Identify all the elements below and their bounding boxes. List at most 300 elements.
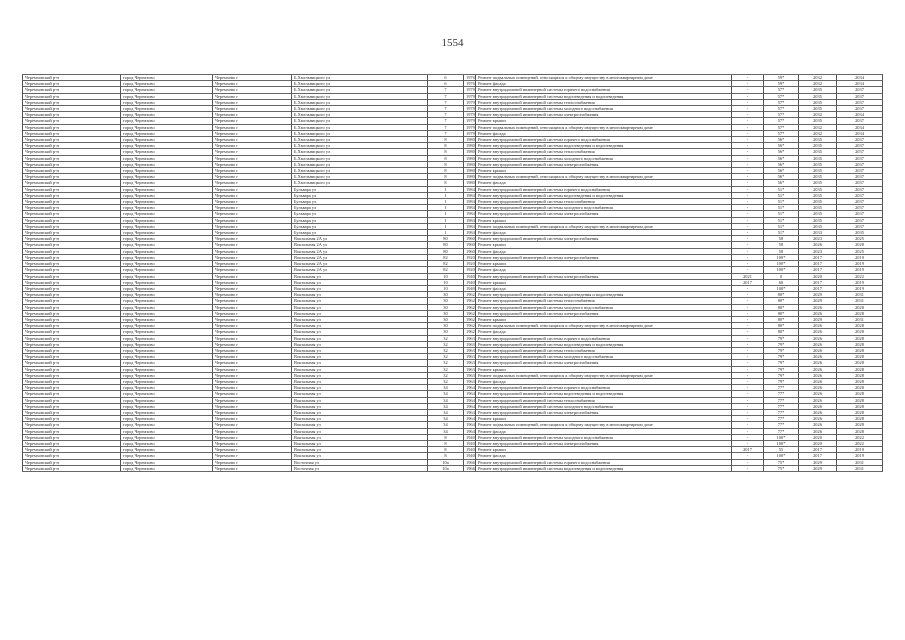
build-year-cell: 1966 [464, 459, 476, 465]
wear-cell: 77* [764, 422, 799, 428]
settlement-cell: город Черемхово [121, 174, 213, 180]
repair-type-cell: Ремонт внутридомовой инженерной системы теплоснабжения [476, 347, 732, 353]
start-year-cell: 2035 [799, 93, 837, 99]
locality-cell: Черемхово г [213, 385, 292, 391]
start-year-cell: 2035 [799, 99, 837, 105]
repair-type-cell: Ремонт внутридомовой инженерной системы горячего водоснабжения [476, 335, 732, 341]
settlement-cell: город Черемхово [121, 217, 213, 223]
district-cell: Черемховский р-н [23, 279, 121, 285]
house-number-cell: 10а [428, 465, 464, 471]
start-year-cell: 2023 [799, 248, 837, 254]
house-number-cell: 6 [428, 75, 464, 81]
settlement-cell: город Черемхово [121, 354, 213, 360]
wear-cell: 59* [764, 81, 799, 87]
wear-cell: 51* [764, 217, 799, 223]
build-year-cell: 1962 [464, 316, 476, 322]
wear-cell: 0 [764, 273, 799, 279]
locality-cell: Черемхово г [213, 428, 292, 434]
repair-type-cell: Ремонт внутридомовой инженерной системы водоотведения и водоотведения [476, 292, 732, 298]
start-year-cell: 2017 [799, 285, 837, 291]
last-repair-cell: - [732, 81, 764, 87]
street-cell: Б.Хмельницкого ул [292, 149, 428, 155]
locality-cell: Черемхово г [213, 211, 292, 217]
district-cell: Черемховский р-н [23, 354, 121, 360]
house-number-cell: 8 [428, 447, 464, 453]
street-cell: Вокзальная ул [292, 329, 428, 335]
street-cell: Б.Хмельницкого ул [292, 137, 428, 143]
wear-cell: 100* [764, 453, 799, 459]
repair-type-cell: Ремонт крыши [476, 366, 732, 372]
last-repair-cell: - [732, 354, 764, 360]
last-repair-cell: - [732, 298, 764, 304]
repair-type-cell: Ремонт внутридомовой инженерной системы холодного водоснабжения [476, 304, 732, 310]
repair-type-cell: Ремонт фасада [476, 378, 732, 384]
district-cell: Черемховский р-н [23, 304, 121, 310]
street-cell: Вокзальная ул [292, 385, 428, 391]
locality-cell: Черемхово г [213, 434, 292, 440]
settlement-cell: город Черемхово [121, 199, 213, 205]
start-year-cell: 2035 [799, 168, 837, 174]
house-number-cell: 30 [428, 298, 464, 304]
last-repair-cell: - [732, 223, 764, 229]
end-year-cell: 2037 [837, 137, 883, 143]
last-repair-cell: - [732, 422, 764, 428]
house-number-cell: 10 [428, 273, 464, 279]
street-cell: Вокзальная ул [292, 378, 428, 384]
wear-cell: 80* [764, 292, 799, 298]
wear-cell: 77* [764, 391, 799, 397]
house-number-cell: 32 [428, 360, 464, 366]
house-number-cell: 32 [428, 347, 464, 353]
start-year-cell: 2026 [799, 385, 837, 391]
settlement-cell: город Черемхово [121, 230, 213, 236]
repair-type-cell: Ремонт подвальных помещений, относящихся к общему имуществу в многоквартирном доме [476, 174, 732, 180]
district-cell: Черемховский р-н [23, 385, 121, 391]
last-repair-cell: - [732, 403, 764, 409]
district-cell: Черемховский р-н [23, 434, 121, 440]
street-cell: Вокзальная ул [292, 273, 428, 279]
settlement-cell: город Черемхово [121, 341, 213, 347]
start-year-cell: 2026 [799, 242, 837, 248]
end-year-cell: 2034 [837, 81, 883, 87]
settlement-cell: город Черемхово [121, 192, 213, 198]
settlement-cell: город Черемхово [121, 137, 213, 143]
settlement-cell: город Черемхово [121, 267, 213, 273]
district-cell: Черемховский р-н [23, 217, 121, 223]
last-repair-cell: - [732, 360, 764, 366]
wear-cell: 80* [764, 304, 799, 310]
end-year-cell: 2037 [837, 161, 883, 167]
last-repair-cell: - [732, 217, 764, 223]
repair-type-cell: Ремонт фасада [476, 428, 732, 434]
repair-type-cell: Ремонт фасада [476, 130, 732, 136]
build-year-cell: 1980 [464, 137, 476, 143]
settlement-cell: город Черемхово [121, 459, 213, 465]
start-year-cell: 2035 [799, 211, 837, 217]
district-cell: Черемховский р-н [23, 316, 121, 322]
start-year-cell: 2026 [799, 354, 837, 360]
house-number-cell: 1 [428, 199, 464, 205]
locality-cell: Черемхово г [213, 459, 292, 465]
locality-cell: Черемхово г [213, 124, 292, 130]
end-year-cell: 2034 [837, 112, 883, 118]
settlement-cell: город Черемхово [121, 304, 213, 310]
end-year-cell: 2037 [837, 211, 883, 217]
wear-cell: 80* [764, 298, 799, 304]
house-number-cell: 7 [428, 106, 464, 112]
build-year-cell: 1984 [464, 211, 476, 217]
street-cell: Б.Хмельницкого ул [292, 155, 428, 161]
repair-type-cell: Ремонт внутридомовой инженерной системы электроснабжения [476, 440, 732, 446]
start-year-cell: 2020 [799, 434, 837, 440]
end-year-cell: 2037 [837, 223, 883, 229]
wear-cell: 56* [764, 174, 799, 180]
wear-cell: 79* [764, 335, 799, 341]
repair-type-cell: Ремонт внутридомовой инженерной системы электроснабжения [476, 254, 732, 260]
locality-cell: Черемхово г [213, 149, 292, 155]
end-year-cell: 2037 [837, 93, 883, 99]
wear-cell: 75* [764, 465, 799, 471]
house-number-cell: 7 [428, 124, 464, 130]
build-year-cell: 1966 [464, 465, 476, 471]
settlement-cell: город Черемхово [121, 106, 213, 112]
build-year-cell: 1963 [464, 378, 476, 384]
street-cell: Бульвара ул [292, 223, 428, 229]
repair-type-cell: Ремонт крыши [476, 118, 732, 124]
build-year-cell: 1979 [464, 124, 476, 130]
repair-type-cell: Ремонт крыши [476, 217, 732, 223]
house-number-cell: 30 [428, 304, 464, 310]
district-cell: Черемховский р-н [23, 236, 121, 242]
district-cell: Черемховский р-н [23, 267, 121, 273]
build-year-cell: 1920 [464, 261, 476, 267]
wear-cell: 80* [764, 329, 799, 335]
end-year-cell: 2037 [837, 217, 883, 223]
house-number-cell: 30 [428, 292, 464, 298]
street-cell: Бульвара ул [292, 211, 428, 217]
end-year-cell: 2035 [837, 230, 883, 236]
start-year-cell: 2035 [799, 174, 837, 180]
district-cell: Черемховский р-н [23, 161, 121, 167]
locality-cell: Черемхово г [213, 254, 292, 260]
locality-cell: Черемхово г [213, 161, 292, 167]
district-cell: Черемховский р-н [23, 174, 121, 180]
build-year-cell: 1963 [464, 372, 476, 378]
table-body [23, 75, 883, 472]
street-cell: Восточная ул [292, 465, 428, 471]
wear-cell: 75* [764, 459, 799, 465]
locality-cell: Черемхово г [213, 378, 292, 384]
house-number-cell: 8 [428, 440, 464, 446]
start-year-cell: 2035 [799, 161, 837, 167]
build-year-cell: 1980 [464, 174, 476, 180]
end-year-cell: 2028 [837, 304, 883, 310]
street-cell: Вокзальная ул [292, 347, 428, 353]
repair-type-cell: Ремонт внутридомовой инженерной системы водоотведения и водоотведения [476, 143, 732, 149]
district-cell: Черемховский р-н [23, 168, 121, 174]
district-cell: Черемховский р-н [23, 459, 121, 465]
wear-cell: 77* [764, 428, 799, 434]
wear-cell: 79* [764, 347, 799, 353]
last-repair-cell: - [732, 391, 764, 397]
district-cell: Черемховский р-н [23, 87, 121, 93]
start-year-cell: 2035 [799, 106, 837, 112]
locality-cell: Черемхово г [213, 174, 292, 180]
repair-type-cell: Ремонт крыши [476, 447, 732, 453]
house-number-cell: 1 [428, 205, 464, 211]
end-year-cell: 2034 [837, 75, 883, 81]
start-year-cell: 2029 [799, 298, 837, 304]
last-repair-cell: - [732, 211, 764, 217]
district-cell: Черемховский р-н [23, 360, 121, 366]
street-cell: Вокзальная ул [292, 360, 428, 366]
end-year-cell: 2037 [837, 192, 883, 198]
street-cell: Б.Хмельницкого ул [292, 124, 428, 130]
last-repair-cell: - [732, 261, 764, 267]
settlement-cell: город Черемхово [121, 329, 213, 335]
house-number-cell: 32 [428, 378, 464, 384]
street-cell: Вокзальная ул [292, 428, 428, 434]
house-number-cell: 8 [428, 174, 464, 180]
start-year-cell: 2026 [799, 409, 837, 415]
start-year-cell: 2032 [799, 124, 837, 130]
street-cell: Вокзальная ул [292, 292, 428, 298]
district-cell: Черемховский р-н [23, 192, 121, 198]
settlement-cell: город Черемхово [121, 316, 213, 322]
house-number-cell: 32 [428, 372, 464, 378]
repair-type-cell: Ремонт внутридомовой инженерной системы водоотведения и водоотведения [476, 465, 732, 471]
locality-cell: Черемхово г [213, 112, 292, 118]
district-cell: Черемховский р-н [23, 118, 121, 124]
build-year-cell: 1964 [464, 403, 476, 409]
district-cell: Черемховский р-н [23, 347, 121, 353]
house-number-cell: 32 [428, 366, 464, 372]
street-cell: Вокзальная ул [292, 310, 428, 316]
end-year-cell: 2028 [837, 391, 883, 397]
wear-cell: 57* [764, 124, 799, 130]
build-year-cell: 1979 [464, 130, 476, 136]
settlement-cell: город Черемхово [121, 124, 213, 130]
end-year-cell: 2019 [837, 279, 883, 285]
house-number-cell: 8 [428, 149, 464, 155]
build-year-cell: 1940 [464, 285, 476, 291]
last-repair-cell: - [732, 440, 764, 446]
settlement-cell: город Черемхово [121, 366, 213, 372]
house-number-cell: 34 [428, 422, 464, 428]
last-repair-cell: - [732, 248, 764, 254]
wear-cell: 100* [764, 261, 799, 267]
repair-type-cell: Ремонт внутридомовой инженерной системы холодного водоснабжения [476, 155, 732, 161]
repair-type-cell: Ремонт внутридомовой инженерной системы теплоснабжения [476, 397, 732, 403]
last-repair-cell: - [732, 329, 764, 335]
street-cell: Б.Хмельницкого ул [292, 168, 428, 174]
build-year-cell: 1984 [464, 217, 476, 223]
repair-type-cell: Ремонт внутридомовой инженерной системы электроснабжения [476, 236, 732, 242]
last-repair-cell: - [732, 168, 764, 174]
street-cell: Б.Хмельницкого ул [292, 118, 428, 124]
house-number-cell: 30 [428, 310, 464, 316]
district-cell: Черемховский р-н [23, 180, 121, 186]
start-year-cell: 2017 [799, 261, 837, 267]
wear-cell: 58 [764, 248, 799, 254]
build-year-cell: 1963 [464, 341, 476, 347]
end-year-cell: 2034 [837, 124, 883, 130]
table-row [23, 465, 883, 471]
house-number-cell: 8 [428, 143, 464, 149]
settlement-cell: город Черемхово [121, 428, 213, 434]
end-year-cell: 2028 [837, 366, 883, 372]
last-repair-cell: - [732, 385, 764, 391]
house-number-cell: 32 [428, 335, 464, 341]
build-year-cell: 1962 [464, 298, 476, 304]
house-number-cell: 1 [428, 230, 464, 236]
locality-cell: Черемхово г [213, 192, 292, 198]
build-year-cell: 1963 [464, 366, 476, 372]
settlement-cell: город Черемхово [121, 434, 213, 440]
start-year-cell: 2017 [799, 254, 837, 260]
wear-cell: 56* [764, 161, 799, 167]
end-year-cell: 2037 [837, 87, 883, 93]
wear-cell: 100* [764, 285, 799, 291]
district-cell: Черемховский р-н [23, 453, 121, 459]
repair-type-cell: Ремонт подвальных помещений, относящихся к общему имуществу в многоквартирном доме [476, 75, 732, 81]
last-repair-cell: - [732, 130, 764, 136]
repair-type-cell: Ремонт внутридомовой инженерной системы холодного водоснабжения [476, 434, 732, 440]
wear-cell: 56* [764, 143, 799, 149]
street-cell: Вокзальная ул [292, 354, 428, 360]
build-year-cell: 1980 [464, 155, 476, 161]
street-cell: Вокзальная 2А ул [292, 248, 428, 254]
end-year-cell: 2031 [837, 316, 883, 322]
start-year-cell: 2035 [799, 143, 837, 149]
build-year-cell: 1963 [464, 354, 476, 360]
start-year-cell: 2026 [799, 310, 837, 316]
last-repair-cell: - [732, 366, 764, 372]
repair-type-cell: Ремонт внутридомовой инженерной системы водоотведения и водоотведения [476, 341, 732, 347]
district-cell: Черемховский р-н [23, 99, 121, 105]
repair-type-cell: Ремонт внутридомовой инженерной системы теплоснабжения [476, 199, 732, 205]
end-year-cell: 2028 [837, 335, 883, 341]
locality-cell: Черемхово г [213, 106, 292, 112]
last-repair-cell: 2017 [732, 279, 764, 285]
settlement-cell: город Черемхово [121, 292, 213, 298]
build-year-cell: 1964 [464, 428, 476, 434]
locality-cell: Черемхово г [213, 205, 292, 211]
repair-type-cell: Ремонт фасада [476, 329, 732, 335]
repair-type-cell: Ремонт внутридомовой инженерной системы теплоснабжения [476, 99, 732, 105]
district-cell: Черемховский р-н [23, 149, 121, 155]
start-year-cell: 2029 [799, 316, 837, 322]
last-repair-cell: - [732, 428, 764, 434]
start-year-cell: 2017 [799, 279, 837, 285]
end-year-cell: 2037 [837, 99, 883, 105]
locality-cell: Черемхово г [213, 186, 292, 192]
start-year-cell: 2026 [799, 397, 837, 403]
locality-cell: Черемхово г [213, 217, 292, 223]
house-number-cell: 80 [428, 248, 464, 254]
district-cell: Черемховский р-н [23, 230, 121, 236]
end-year-cell: 2019 [837, 261, 883, 267]
street-cell: Вокзальная ул [292, 447, 428, 453]
locality-cell: Черемхово г [213, 304, 292, 310]
last-repair-cell: - [732, 310, 764, 316]
locality-cell: Черемхово г [213, 242, 292, 248]
end-year-cell: 2031 [837, 298, 883, 304]
locality-cell: Черемхово г [213, 155, 292, 161]
repair-type-cell: Ремонт внутридомовой инженерной системы горячего водоснабжения [476, 459, 732, 465]
settlement-cell: город Черемхово [121, 403, 213, 409]
street-cell: Вокзальная ул [292, 341, 428, 347]
house-number-cell: 8 [428, 180, 464, 186]
locality-cell: Черемхово г [213, 248, 292, 254]
settlement-cell: город Черемхово [121, 285, 213, 291]
start-year-cell: 2035 [799, 180, 837, 186]
build-year-cell: 1960 [464, 242, 476, 248]
start-year-cell: 2026 [799, 403, 837, 409]
district-cell: Черемховский р-н [23, 248, 121, 254]
house-number-cell: 82 [428, 267, 464, 273]
end-year-cell: 2028 [837, 397, 883, 403]
house-number-cell: 32 [428, 341, 464, 347]
build-year-cell: 1964 [464, 397, 476, 403]
locality-cell: Черемхово г [213, 372, 292, 378]
build-year-cell: 1940 [464, 453, 476, 459]
wear-cell: 56* [764, 155, 799, 161]
last-repair-cell: - [732, 409, 764, 415]
wear-cell: 77* [764, 403, 799, 409]
wear-cell: 100* [764, 440, 799, 446]
repair-type-cell: Ремонт подвальных помещений, относящихся к общему имуществу в многоквартирном доме [476, 124, 732, 130]
street-cell: Вокзальная 2А ул [292, 267, 428, 273]
wear-cell: 51* [764, 211, 799, 217]
district-cell: Черемховский р-н [23, 447, 121, 453]
settlement-cell: город Черемхово [121, 360, 213, 366]
page-number: 1554 [441, 37, 464, 49]
wear-cell: 51* [764, 223, 799, 229]
last-repair-cell: - [732, 341, 764, 347]
wear-cell: 79* [764, 372, 799, 378]
district-cell: Черемховский р-н [23, 81, 121, 87]
street-cell: Восточная ул [292, 459, 428, 465]
locality-cell: Черемхово г [213, 230, 292, 236]
street-cell: Бульвара ул [292, 192, 428, 198]
house-number-cell: 30 [428, 316, 464, 322]
start-year-cell: 2032 [799, 75, 837, 81]
street-cell: Вокзальная ул [292, 298, 428, 304]
last-repair-cell: 2017 [732, 447, 764, 453]
repair-type-cell: Ремонт внутридомовой инженерной системы холодного водоснабжения [476, 106, 732, 112]
wear-cell: 56* [764, 168, 799, 174]
end-year-cell: 2034 [837, 130, 883, 136]
street-cell: Вокзальная ул [292, 416, 428, 422]
street-cell: Вокзальная ул [292, 279, 428, 285]
locality-cell: Черемхово г [213, 360, 292, 366]
last-repair-cell: - [732, 180, 764, 186]
locality-cell: Черемхово г [213, 335, 292, 341]
district-cell: Черемховский р-н [23, 403, 121, 409]
build-year-cell: 1964 [464, 409, 476, 415]
house-number-cell: 10 [428, 285, 464, 291]
build-year-cell: 1964 [464, 385, 476, 391]
repair-type-cell: Ремонт крыши [476, 168, 732, 174]
house-number-cell: 8 [428, 161, 464, 167]
last-repair-cell: - [732, 316, 764, 322]
wear-cell: 100* [764, 434, 799, 440]
house-number-cell: 30 [428, 329, 464, 335]
wear-cell: 57* [764, 106, 799, 112]
district-cell: Черемховский р-н [23, 335, 121, 341]
start-year-cell: 2020 [799, 273, 837, 279]
